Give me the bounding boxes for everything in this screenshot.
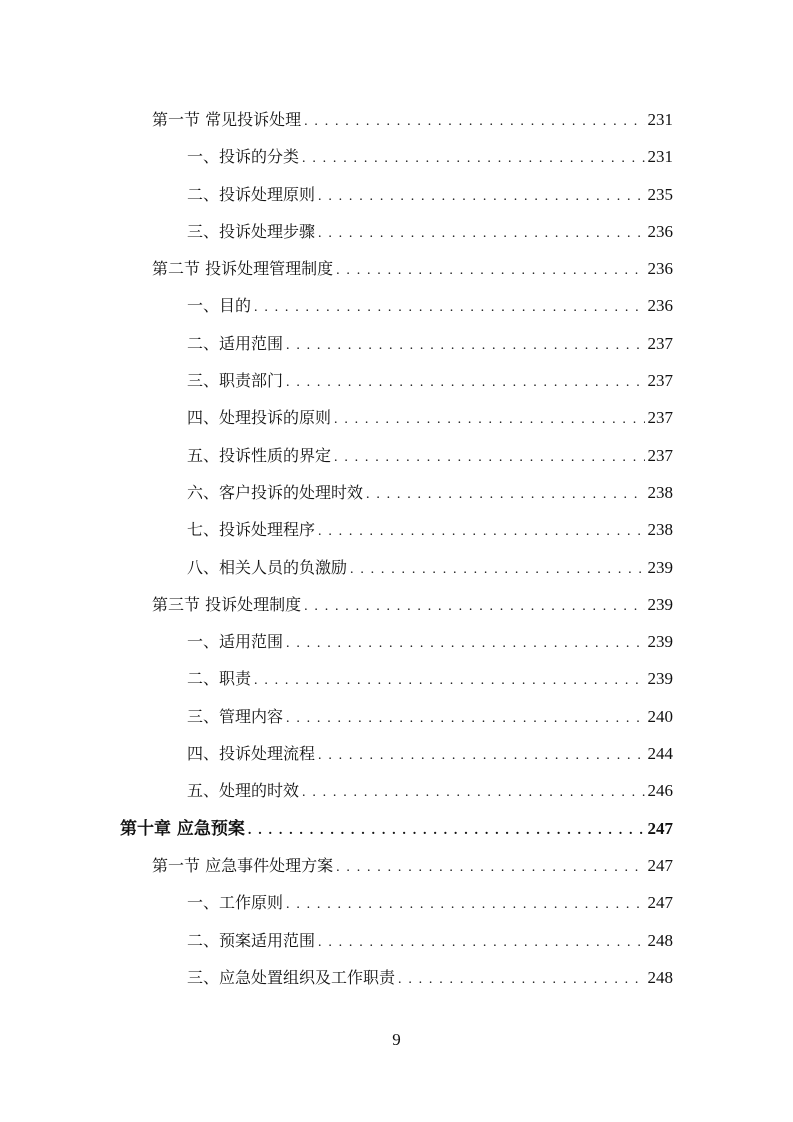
- toc-title: 二、预案适用范围: [187, 930, 316, 950]
- toc-item[interactable]: [187, 399, 673, 436]
- dot-leader: [304, 588, 644, 625]
- toc-page-number: 247: [647, 855, 673, 875]
- toc-item[interactable]: [187, 213, 673, 250]
- toc-page-number: 236: [647, 221, 673, 241]
- dot-leader: [286, 886, 644, 923]
- toc-title: 六、客户投诉的处理时效: [187, 482, 364, 502]
- dot-leader: [366, 476, 644, 513]
- toc-item[interactable]: [187, 884, 673, 921]
- toc-title: 第三节 投诉处理制度: [152, 594, 302, 614]
- toc-item[interactable]: [187, 362, 673, 399]
- toc-item[interactable]: [187, 698, 673, 735]
- toc-item[interactable]: [187, 287, 673, 324]
- dot-leader: [350, 551, 644, 588]
- toc-page-number: 248: [647, 967, 673, 987]
- toc-section[interactable]: [152, 847, 673, 884]
- toc-section[interactable]: [152, 586, 673, 623]
- toc-section[interactable]: [152, 250, 673, 287]
- toc-title: 三、投诉处理步骤: [187, 221, 316, 241]
- toc-item[interactable]: [187, 772, 673, 809]
- dot-leader: [302, 140, 644, 177]
- toc-page-number: 247: [647, 893, 673, 913]
- dot-leader: [398, 961, 644, 998]
- toc-title: 一、适用范围: [187, 632, 284, 652]
- toc-page-number: 237: [647, 408, 673, 428]
- toc-page-number: 239: [647, 594, 673, 614]
- toc-item[interactable]: [187, 176, 673, 213]
- toc-title: 八、相关人员的负激励: [187, 557, 348, 577]
- toc-item[interactable]: [187, 511, 673, 548]
- toc-page-number: 237: [647, 371, 673, 391]
- dot-leader: [318, 513, 644, 550]
- dot-leader: [334, 439, 644, 476]
- toc-item[interactable]: [187, 922, 673, 959]
- toc-page-number: 240: [647, 706, 673, 726]
- toc-title: 一、工作原则: [187, 893, 284, 913]
- dot-leader: [336, 252, 644, 289]
- dot-leader: [286, 327, 644, 364]
- toc-title: 第十章 应急预案: [120, 818, 245, 839]
- toc-page-number: 237: [647, 445, 673, 465]
- toc-page-number: 231: [647, 110, 673, 129]
- dot-leader: [318, 178, 644, 215]
- toc-page-number: 238: [647, 520, 673, 540]
- toc-page-number: 239: [647, 557, 673, 577]
- toc-item[interactable]: [187, 325, 673, 362]
- toc-page-number: 236: [647, 259, 673, 279]
- toc-title: 五、处理的时效: [187, 781, 300, 801]
- toc-section[interactable]: [152, 101, 673, 138]
- toc-item[interactable]: [187, 959, 673, 996]
- toc-page-number: 247: [647, 818, 673, 838]
- dot-leader: [318, 924, 644, 961]
- page-number: 9: [392, 1030, 401, 1049]
- toc-title: 第一节 应急事件处理方案: [152, 855, 334, 875]
- dot-leader: [302, 774, 644, 811]
- dot-leader: [334, 401, 644, 438]
- dot-leader: [318, 737, 644, 774]
- toc-page-number: 246: [647, 781, 673, 801]
- toc-title: 三、应急处置组织及工作职责: [187, 967, 396, 987]
- toc-page-number: 237: [647, 333, 673, 353]
- toc-page-number: 244: [647, 744, 673, 764]
- toc-title: 三、职责部门: [187, 371, 284, 391]
- toc-page-number: 248: [647, 930, 673, 950]
- toc-page-number: 235: [647, 184, 673, 204]
- toc-item[interactable]: [187, 474, 673, 511]
- toc-chapter[interactable]: [120, 810, 673, 847]
- toc-title: 四、处理投诉的原则: [187, 408, 332, 428]
- toc-item[interactable]: [187, 623, 673, 660]
- toc-title: 三、管理内容: [187, 706, 284, 726]
- dot-leader: [286, 625, 644, 662]
- toc-item[interactable]: [187, 735, 673, 772]
- toc-page-number: 238: [647, 482, 673, 502]
- dot-leader: [304, 103, 644, 140]
- toc-page-number: 236: [647, 296, 673, 316]
- toc-page-number: 239: [647, 632, 673, 652]
- toc-title: 一、投诉的分类: [187, 147, 300, 167]
- toc-page-number: 239: [647, 669, 673, 689]
- toc-title: 五、投诉性质的界定: [187, 445, 332, 465]
- dot-leader: [336, 849, 644, 886]
- toc-title: 二、投诉处理原则: [187, 184, 316, 204]
- dot-leader: [254, 289, 644, 326]
- toc-title: 一、目的: [187, 296, 252, 316]
- table-of-contents: [0, 101, 793, 996]
- toc-item[interactable]: [187, 660, 673, 697]
- toc-page-number: 231: [647, 147, 673, 167]
- toc-item[interactable]: [187, 138, 673, 175]
- toc-title: 第一节 常见投诉处理: [152, 110, 302, 129]
- toc-title: 二、适用范围: [187, 333, 284, 353]
- dot-leader: [286, 700, 644, 737]
- toc-title: 第二节 投诉处理管理制度: [152, 259, 334, 279]
- toc-item[interactable]: [187, 549, 673, 586]
- dot-leader: [248, 812, 645, 849]
- dot-leader: [254, 662, 644, 699]
- toc-item[interactable]: [187, 437, 673, 474]
- toc-title: 四、投诉处理流程: [187, 744, 316, 764]
- toc-title: 二、职责: [187, 669, 252, 689]
- dot-leader: [318, 215, 644, 252]
- toc-title: 七、投诉处理程序: [187, 520, 316, 540]
- dot-leader: [286, 364, 644, 401]
